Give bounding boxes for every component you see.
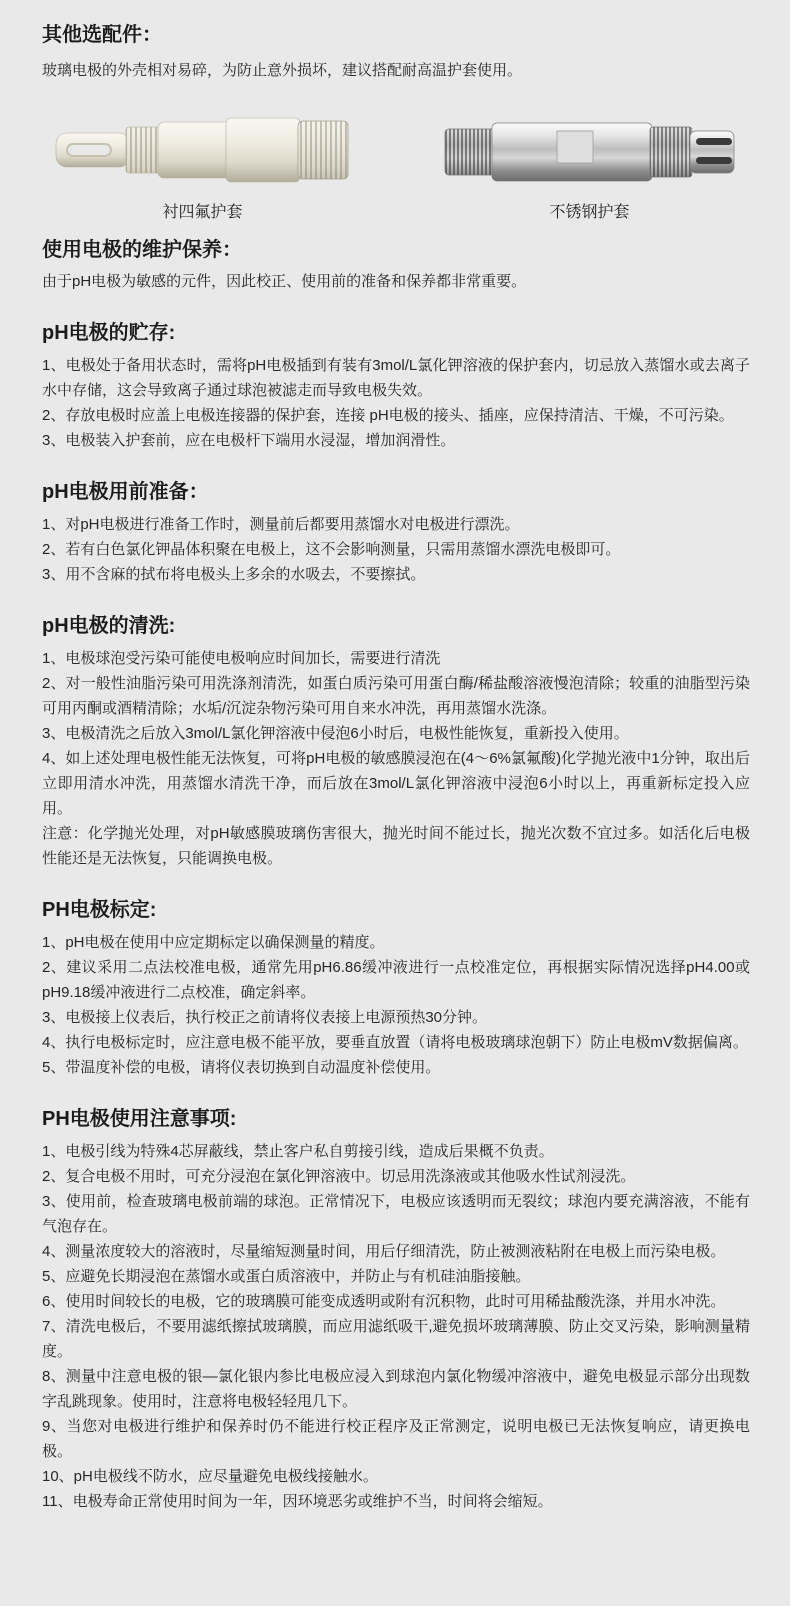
page-title: 其他选配件： — [42, 24, 162, 46]
section-items — [42, 353, 750, 453]
accessories-intro: 玻璃电极的外壳相对易碎，为防止意外损坏，建议搭配耐高温护套使用。 — [42, 62, 523, 79]
list-item: 5、应避免长期浸泡在蒸馏水或蛋白质溶液中，并防止与有机硅油脂接触。 — [42, 1268, 531, 1285]
list-item: 4、测量浓度较大的溶液时，尽量缩短测量时间，用后仔细清洗，防止被测液粘附在电极上而污染电极。 — [42, 1243, 726, 1260]
instruction-section — [42, 897, 750, 1080]
list-item: 3、电极装入护套前，应在电极杆下端用水浸湿，增加润滑性。 — [42, 432, 456, 449]
list-item: 1、电极球泡受污染可能使电极响应时间加长，需要进行清洗 — [42, 650, 441, 667]
instruction-section — [42, 613, 750, 871]
list-item: 1、电极引线为特殊4芯屏蔽线，禁止客户私自剪接引线，造成后果概不负责。 — [42, 1143, 554, 1160]
section-maintenance — [42, 237, 750, 294]
section-title: pH电极的贮存: — [42, 322, 176, 344]
list-item: 3、使用前，检查玻璃电极前端的球泡。正常情况下，电极应该透明而无裂纹；球泡内要充满溶液，不能有气泡存在。 — [42, 1193, 750, 1235]
maintenance-intro: 由于pH电极为敏感的元件，因此校正、使用前的准备和保养都非常重要。 — [42, 273, 527, 290]
ptfe-sleeve-image — [50, 105, 355, 193]
section-title: pH电极用前准备： — [42, 481, 209, 503]
section-accessories — [42, 22, 750, 223]
list-item: 6、使用时间较长的电极，它的玻璃膜可能变成透明或附有沉积物，此时可用稀盐酸洗涤，并用水冲洗。 — [42, 1293, 726, 1310]
section-items — [42, 1139, 750, 1514]
list-item: 2、复合电极不用时，可充分浸泡在氯化钾溶液中。切忌用洗涤液或其他吸水性试剂浸洗。 — [42, 1168, 636, 1185]
list-item: 2、建议采用二点法校准电极，通常先用pH6.86缓冲液进行一点校准定位，再根据实际情况选择pH4.00或pH9.18缓冲液进行二点校准，确定斜率。 — [42, 959, 750, 1001]
list-item: 3、用不含麻的拭布将电极头上多余的水吸去，不要擦拭。 — [42, 566, 426, 583]
list-item: 3、电极接上仪表后，执行校正之前请将仪表接上电源预热30分钟。 — [42, 1009, 488, 1026]
section-items — [42, 930, 750, 1080]
list-item: 1、pH电极在使用中应定期标定以确保测量的精度。 — [42, 934, 385, 951]
list-item: 7、清洗电极后，不要用滤纸擦拭玻璃膜，而应用滤纸吸干,避免损坏玻璃薄膜、防止交叉污染，影响测量精度。 — [42, 1318, 750, 1360]
list-item: 注意：化学抛光处理，对pH敏感膜玻璃伤害很大，抛光时间不能过长，抛光次数不宜过多。如活化后电极性能还是无法恢复，只能调换电极。 — [42, 825, 750, 867]
section-title: PH电极标定: — [42, 899, 157, 921]
accessory-figures — [42, 105, 750, 223]
list-item: 11、电极寿命正常使用时间为一年，因环境恶劣或维护不当，时间将会缩短。 — [42, 1493, 553, 1510]
instruction-section — [42, 479, 750, 587]
list-item: 5、带温度补偿的电极，请将仪表切换到自动温度补偿使用。 — [42, 1059, 441, 1076]
list-item: 2、存放电极时应盖上电极连接器的保护套，连接 pH电极的接头、插座，应保持清洁、干燥，不可污染。 — [42, 407, 734, 424]
list-item: 4、如上述处理电极性能无法恢复，可将pH电极的敏感膜浸泡在(4～6%氯氟酸)化学抛光液中1分钟，取出后立即用清水冲洗，用蒸馏水清洗干净，而后放在3mol/L氯化钾溶液中浸泡6小时以上，再重新标定投入应用。 — [42, 750, 750, 817]
section-title: PH电极使用注意事项: — [42, 1108, 237, 1130]
list-item: 8、测量中注意电极的银—氯化银内参比电极应浸入到球泡内氯化物缓冲溶液中，避免电极显示部分出现数字乱跳现象。使用时，注意将电极轻轻甩几下。 — [42, 1368, 750, 1410]
list-item: 2、对一般性油脂污染可用洗涤剂清洗，如蛋白质污染可用蛋白酶/稀盐酸溶液慢泡清除；较重的油脂型污染可用丙酮或酒精清除；水垢/沉淀杂物污染可用自来水冲洗，再用蒸馏水洗涤。 — [42, 675, 750, 717]
sections — [42, 320, 750, 1514]
figure-caption: 不锈钢护套 — [549, 204, 630, 221]
figure-steel-sleeve — [437, 105, 742, 223]
section-items — [42, 512, 750, 587]
list-item: 10、pH电极线不防水，应尽量避免电极线接触水。 — [42, 1468, 378, 1485]
list-item: 1、对pH电极进行准备工作时，测量前后都要用蒸馏水对电极进行漂洗。 — [42, 516, 520, 533]
instruction-section — [42, 320, 750, 453]
instruction-section — [42, 1106, 750, 1514]
figure-ptfe-sleeve — [50, 105, 355, 223]
list-item: 3、电极清洗之后放入3mol/L氯化钾溶液中侵泡6小时后，电极性能恢复，重新投入使用。 — [42, 725, 629, 742]
section-items — [42, 646, 750, 871]
list-item: 4、执行电极标定时，应注意电极不能平放，要垂直放置（请将电极玻璃球泡朝下）防止电极mV数据偏离。 — [42, 1034, 748, 1051]
list-item: 2、若有白色氯化钾晶体积聚在电极上，这不会影响测量，只需用蒸馏水漂洗电极即可。 — [42, 541, 621, 558]
figure-caption: 衬四氟护套 — [162, 204, 243, 221]
list-item: 9、当您对电极进行维护和保养时仍不能进行校正程序及正常测定，说明电极已无法恢复响应，请更换电极。 — [42, 1418, 750, 1460]
section-title: 使用电极的维护保养： — [42, 239, 242, 261]
list-item: 1、电极处于备用状态时，需将pH电极插到有装有3mol/L氯化钾溶液的保护套内，切忌放入蒸馏水或去离子水中存储，这会导致离子通过球泡被滤走而导致电极失效。 — [42, 357, 750, 399]
section-title: pH电极的清洗: — [42, 615, 176, 637]
steel-sleeve-image — [437, 105, 742, 193]
